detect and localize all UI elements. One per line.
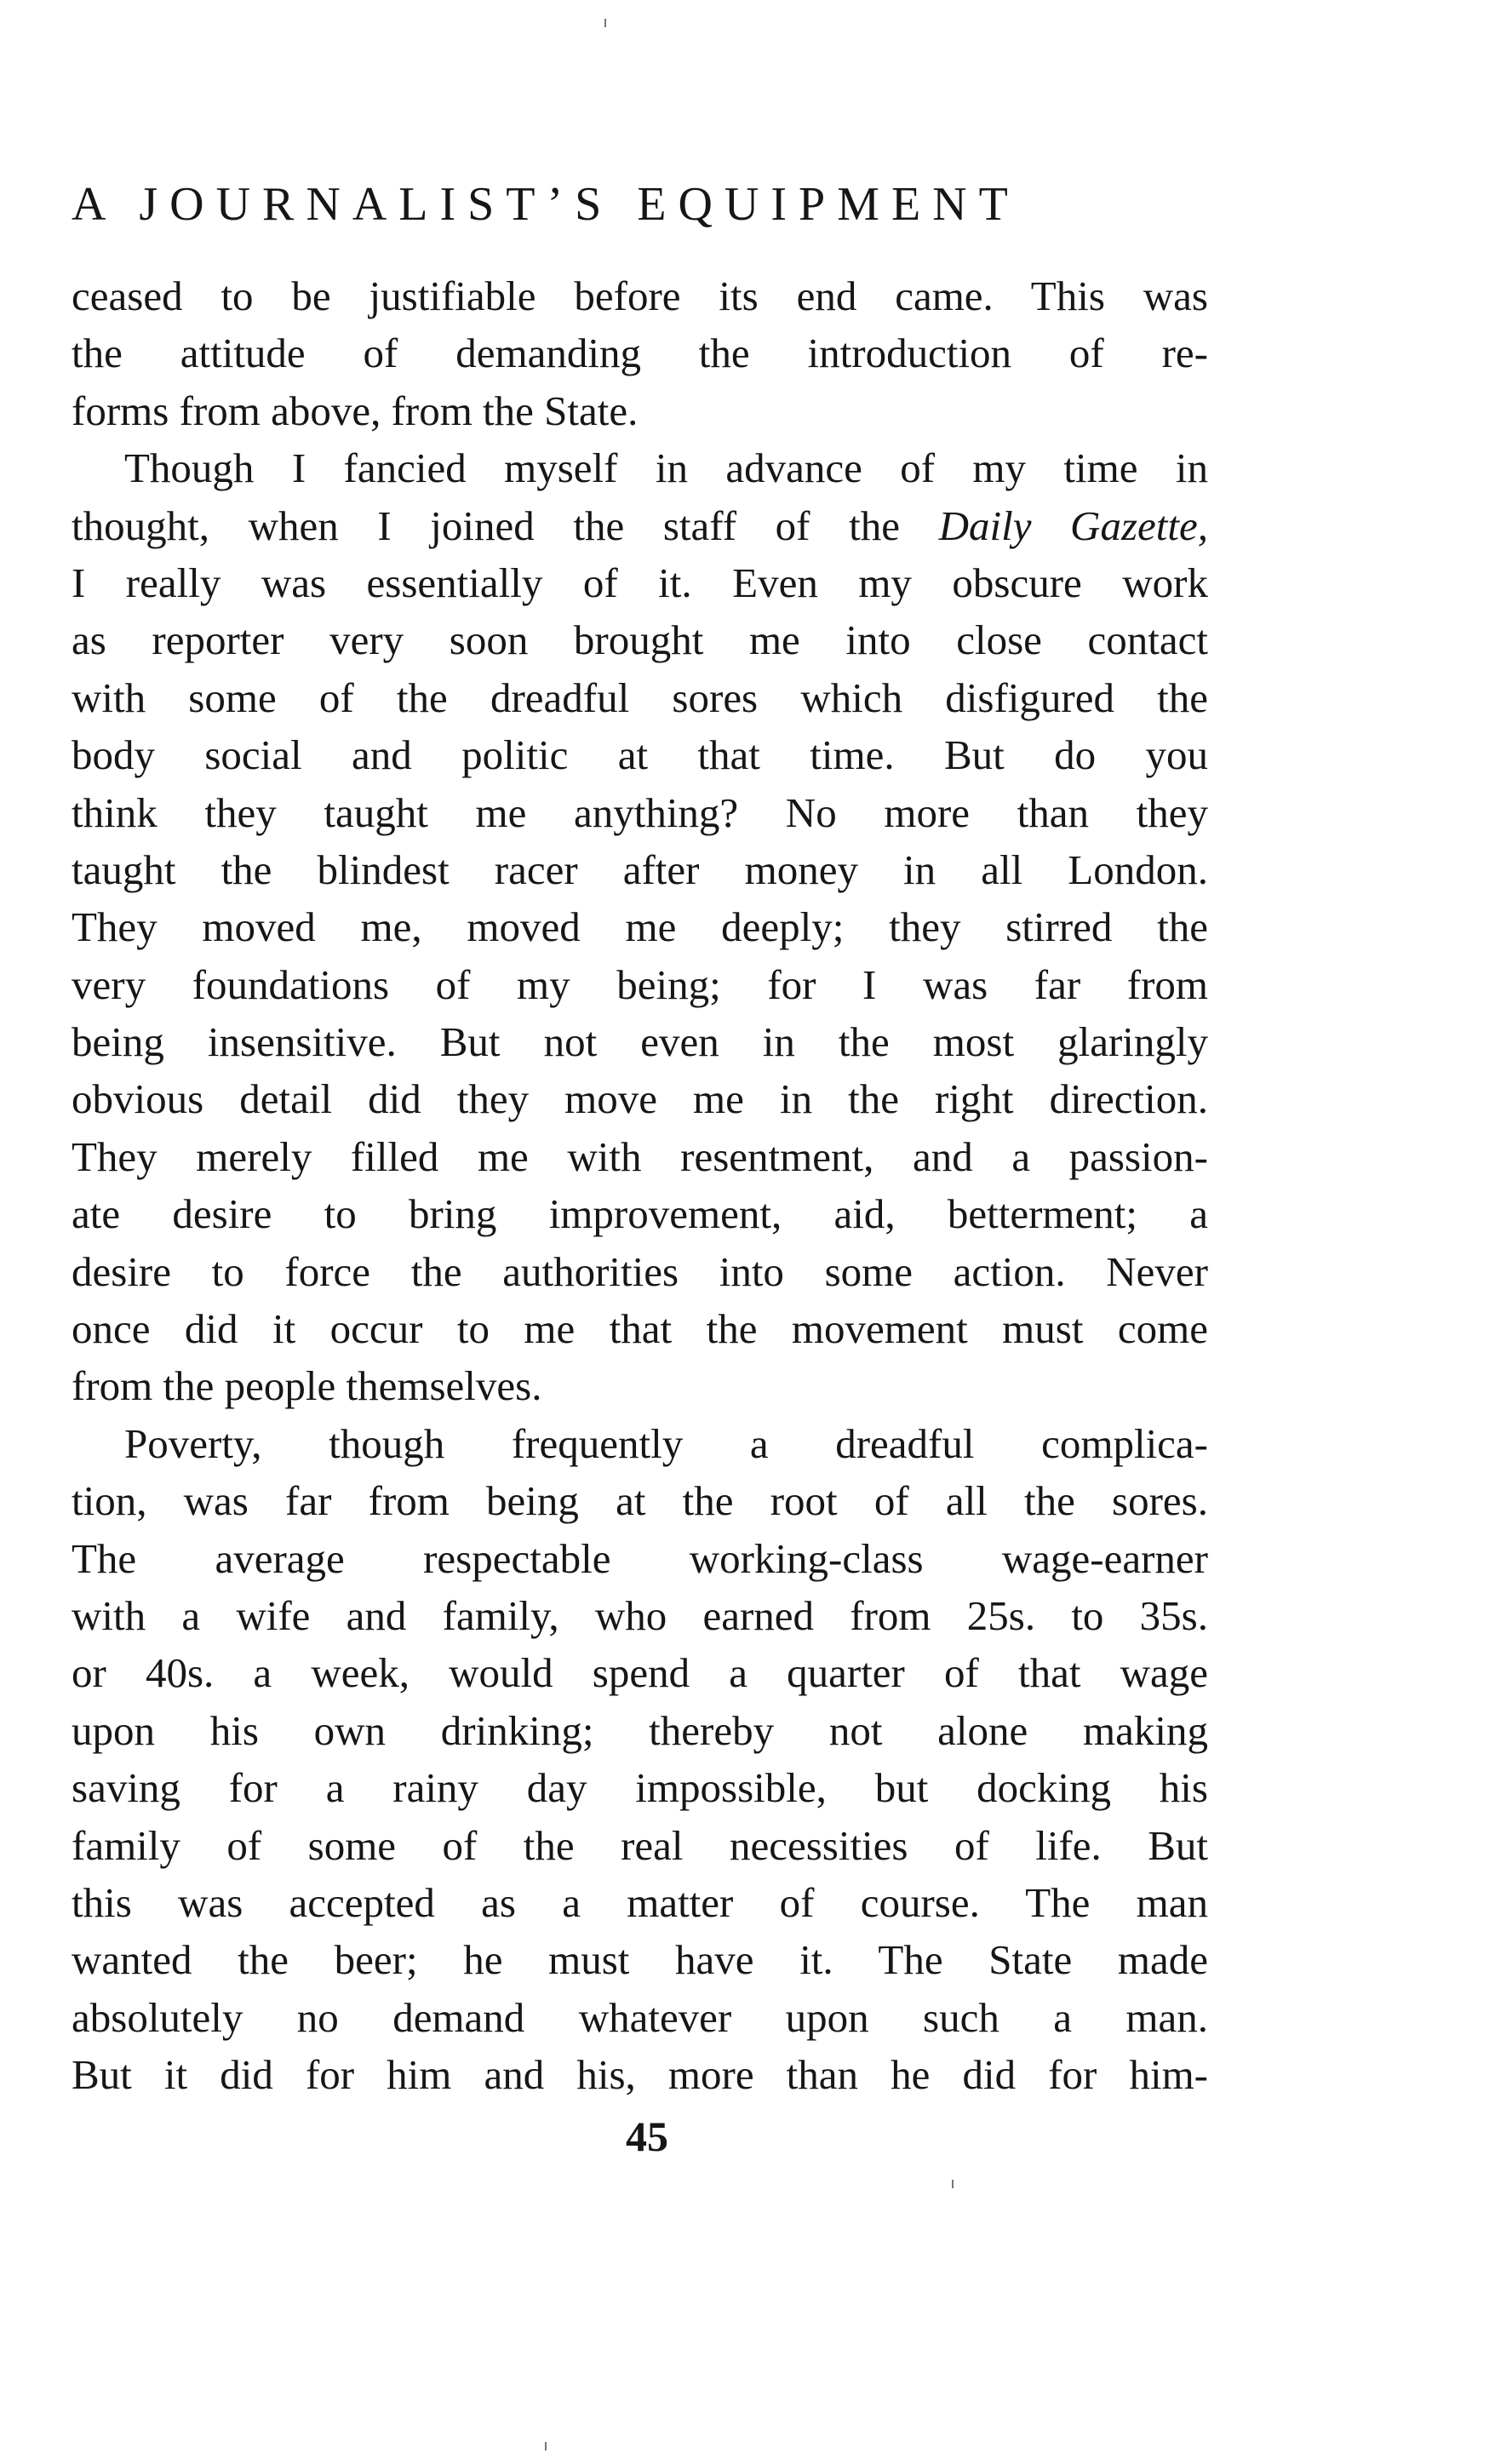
text-line: this was accepted as a matter of course. The man	[72, 1878, 1208, 1926]
text-line: The average respectable working-class wage-earner	[72, 1534, 1208, 1582]
text-line: ceased to be justifiable before its end came. This was	[72, 272, 1208, 319]
paragraph-3	[72, 1415, 1208, 2104]
text-line: taught the blindest racer after money in all London.	[72, 845, 1208, 893]
text-line: family of some of the real necessities of life. But	[72, 1821, 1208, 1869]
paragraph-2	[72, 439, 1208, 1415]
text-line: or 40s. a week, would spend a quarter of that wage	[72, 1649, 1208, 1697]
paragraph-1	[72, 267, 1208, 439]
text-line: Though I fancied myself in advance of my time in	[124, 444, 1208, 492]
text-line: body social and politic at that time. But do you	[72, 731, 1208, 779]
text-line: as reporter very soon brought me into close contact	[72, 616, 1208, 664]
text-line: wanted the beer; he must have it. The State made	[72, 1936, 1208, 1984]
text-line: think they taught me anything? No more than they	[72, 788, 1208, 836]
page-number: 45	[626, 2112, 668, 2160]
text-line: Poverty, though frequently a dreadful complica-	[124, 1419, 1208, 1467]
text-line: I really was essentially of it. Even my obscure work	[72, 559, 1208, 606]
text-line: ate desire to bring improvement, aid, betterment; a	[72, 1190, 1208, 1238]
scan-speck	[952, 2180, 954, 2188]
text-line: from the people themselves.	[72, 1362, 542, 1410]
text-line: being insensitive. But not even in the most glaringly	[72, 1018, 1208, 1066]
text-line: They moved me, moved me deeply; they stirred the	[72, 903, 1208, 951]
text-line: with some of the dreadful sores which disfigured the	[72, 674, 1208, 721]
text-line: the attitude of demanding the introduction of re-	[72, 330, 1208, 377]
text-line: desire to force the authorities into some action. Never	[72, 1247, 1208, 1295]
text-line: forms from above, from the State.	[72, 387, 639, 434]
text-line: saving for a rainy day impossible, but docking his	[72, 1764, 1208, 1812]
newspaper-title: Daily Gazette,	[938, 502, 1208, 549]
text-line: absolutely no demand whatever upon such a man.	[72, 1993, 1208, 2041]
text-fragment: thought, when I joined the staff of the	[72, 502, 939, 549]
body-text	[72, 267, 1208, 2104]
scan-speck	[604, 19, 606, 27]
text-line: upon his own drinking; thereby not alone making	[72, 1706, 1208, 1754]
text-line: very foundations of my being; for I was far from	[72, 960, 1208, 1008]
scan-speck	[545, 2442, 547, 2450]
text-line: obvious detail did they move me in the right direction.	[72, 1075, 1208, 1123]
text-line: once did it occur to me that the movement must come	[72, 1305, 1208, 1353]
text-line: But it did for him and his, more than he did for him-	[72, 2051, 1208, 2099]
running-head: A JOURNALIST’S EQUIPMENT	[72, 178, 1020, 231]
text-line: They merely filled me with resentment, and a passion-	[72, 1132, 1208, 1180]
text-line: tion, was far from being at the root of all the sores.	[72, 1477, 1208, 1525]
text-line-with-title	[72, 497, 1208, 554]
text-line: with a wife and family, who earned from 25s. to 35s.	[72, 1591, 1208, 1639]
